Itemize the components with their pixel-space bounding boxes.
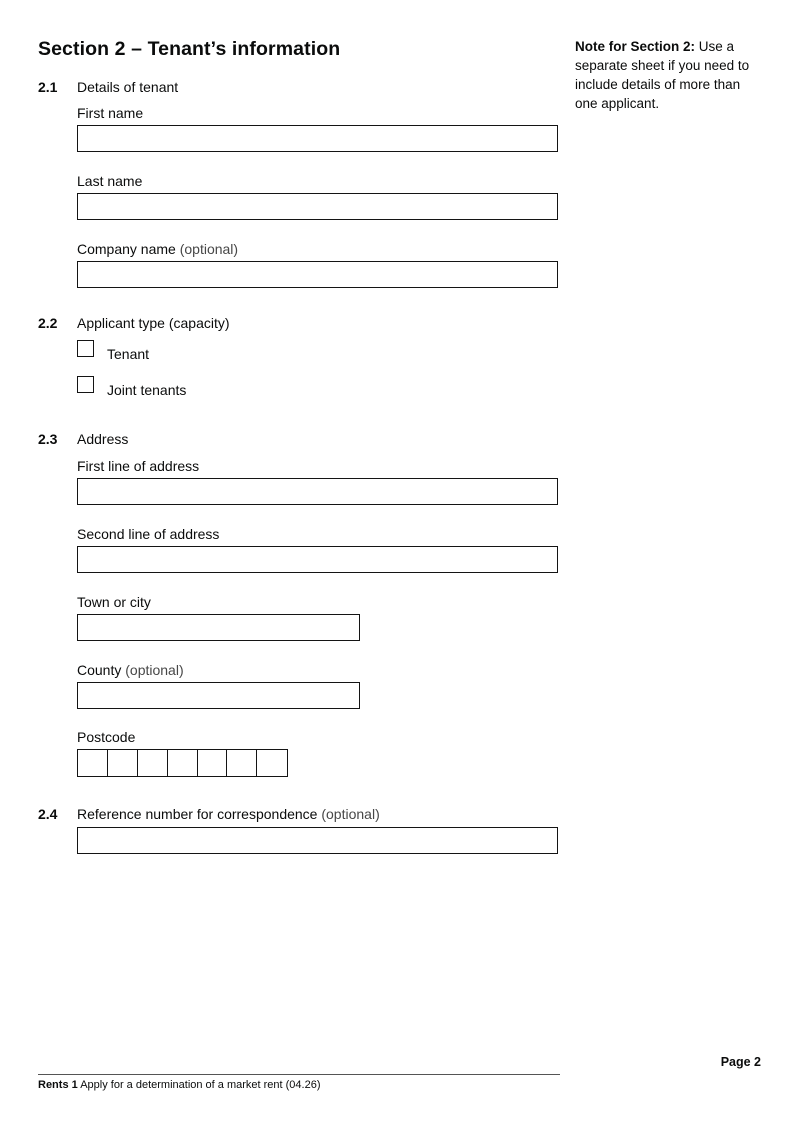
address-line1-label: First line of address — [77, 458, 200, 474]
question-2-2-title: Applicant type (capacity) — [77, 315, 230, 331]
question-2-2-number: 2.2 — [38, 315, 58, 331]
town-label: Town or city — [77, 594, 151, 610]
first-name-label: First name — [77, 105, 144, 121]
town-field — [77, 593, 560, 641]
page-number: Page 2 — [720, 1055, 761, 1069]
postcode-cell[interactable] — [137, 749, 168, 777]
company-name-label — [77, 240, 560, 258]
county-label — [77, 661, 560, 679]
company-name-field — [77, 240, 560, 288]
company-name-input[interactable] — [77, 261, 558, 288]
page-title: Section 2 – Tenant’s information — [38, 38, 341, 60]
postcode-boxes — [77, 749, 560, 777]
company-name-optional: (optional) — [179, 241, 239, 257]
postcode-cell[interactable] — [256, 749, 287, 777]
joint-tenants-checkbox[interactable] — [77, 376, 94, 393]
footer-divider — [38, 1074, 560, 1075]
question-2-3-number: 2.3 — [38, 431, 58, 447]
question-2-4-number: 2.4 — [38, 806, 58, 822]
postcode-cell[interactable] — [77, 749, 108, 777]
town-input[interactable] — [77, 614, 360, 641]
form-reference — [38, 1079, 321, 1092]
question-2-4-optional: (optional) — [321, 806, 380, 822]
last-name-field — [77, 172, 560, 220]
note-heading: Note for Section 2: — [575, 39, 696, 54]
last-name-input[interactable] — [77, 193, 558, 220]
section-note — [575, 37, 763, 113]
first-name-field — [77, 104, 560, 152]
county-input[interactable] — [77, 682, 360, 709]
question-2-4-title — [77, 805, 380, 823]
reference-number-input[interactable] — [77, 827, 558, 854]
question-2-1-number: 2.1 — [38, 79, 58, 95]
address-line1-input[interactable] — [77, 478, 558, 505]
question-2-4 — [38, 805, 560, 823]
form-reference-title: Apply for a determination of a market rent (04.26) — [80, 1079, 321, 1091]
last-name-label: Last name — [77, 173, 143, 189]
tenant-checkbox-label: Tenant — [107, 346, 150, 362]
postcode-cell[interactable] — [226, 749, 257, 777]
address-line2-input[interactable] — [77, 546, 558, 573]
question-2-1-title: Details of tenant — [77, 79, 179, 95]
postcode-field — [77, 728, 560, 777]
county-optional: (optional) — [125, 662, 184, 678]
first-name-input[interactable] — [77, 125, 558, 152]
postcode-cell[interactable] — [107, 749, 138, 777]
joint-tenants-option-row — [77, 376, 560, 399]
county-label-text: County — [77, 662, 122, 678]
address-line1-field — [77, 457, 560, 505]
form-id: Rents 1 — [38, 1079, 78, 1091]
postcode-cell[interactable] — [197, 749, 228, 777]
note-body: Use a separate sheet if you need to include details of more than one applicant. — [575, 39, 750, 111]
main-column — [38, 38, 560, 874]
postcode-cell[interactable] — [167, 749, 198, 777]
joint-tenants-checkbox-label: Joint tenants — [107, 382, 187, 398]
address-line2-label: Second line of address — [77, 526, 220, 542]
question-2-1 — [38, 78, 560, 96]
postcode-label: Postcode — [77, 729, 136, 745]
question-2-3-title: Address — [77, 431, 129, 447]
question-2-3 — [38, 430, 560, 448]
company-name-label-text: Company name — [77, 241, 176, 257]
county-field — [77, 661, 560, 709]
address-line2-field — [77, 525, 560, 573]
tenant-checkbox[interactable] — [77, 340, 94, 357]
reference-number-field — [77, 827, 560, 854]
question-2-4-title-text: Reference number for correspondence — [77, 806, 318, 822]
tenant-option-row — [77, 340, 560, 363]
question-2-2 — [38, 314, 560, 332]
